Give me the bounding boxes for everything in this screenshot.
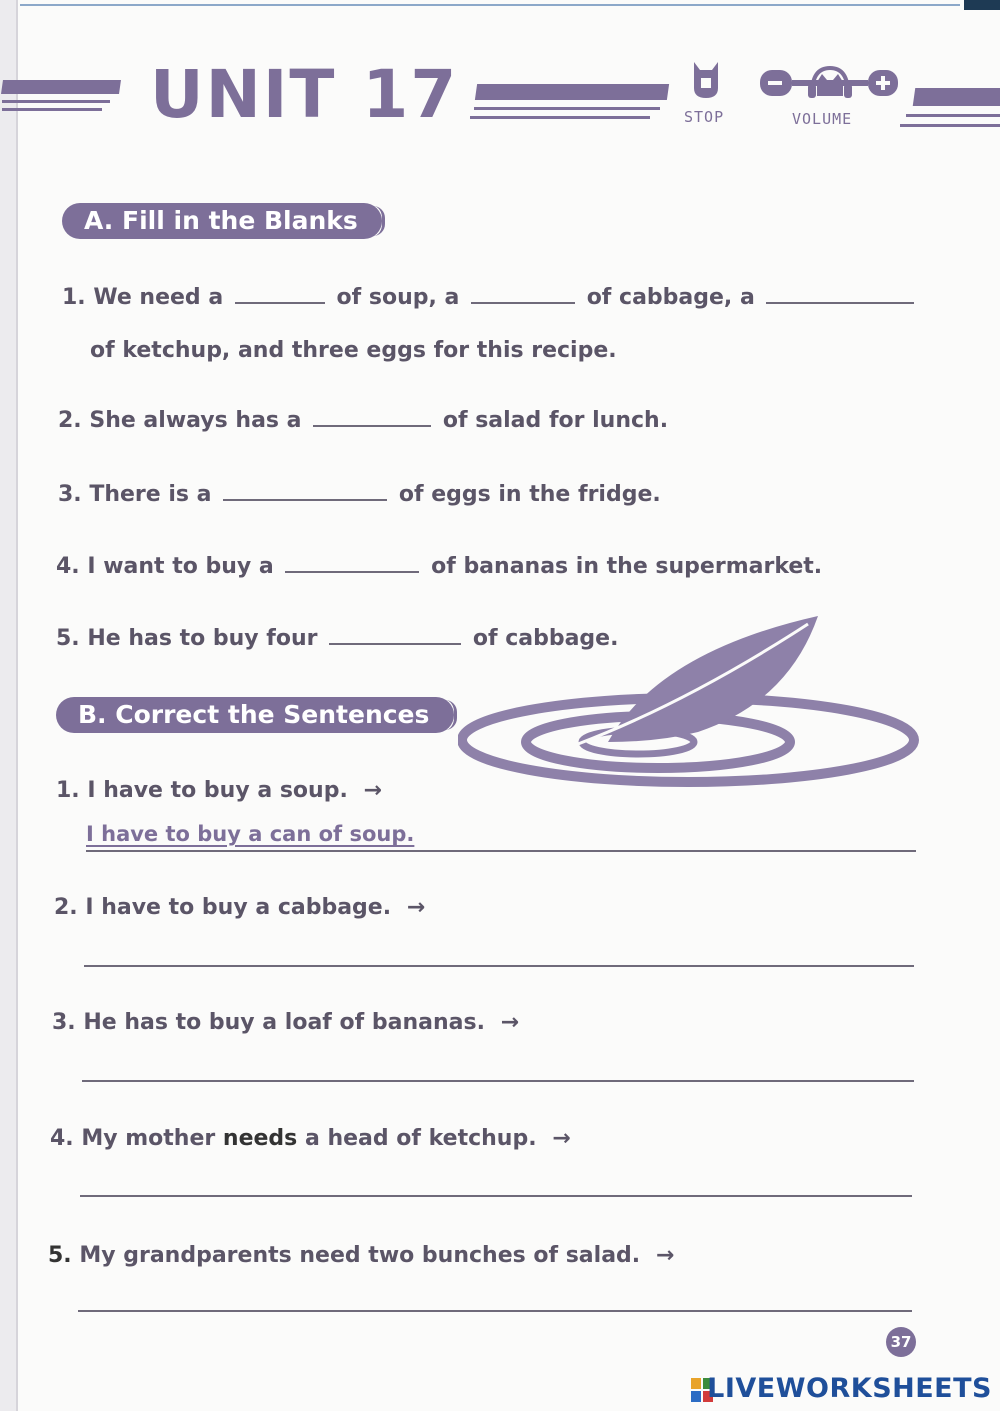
volume-control[interactable] (760, 60, 900, 108)
header-mid-line (474, 107, 660, 110)
answer-line[interactable] (80, 1195, 912, 1197)
correct-item-5: 5. My grandparents need two bunches of salad. → (48, 1243, 675, 1268)
answer-line[interactable] (84, 965, 914, 967)
section-a-title: A. Fill in the Blanks (62, 203, 382, 239)
page-binding-edge (0, 0, 18, 1411)
correct-item-4: 4. My mother needs a head of ketchup. → (50, 1126, 571, 1151)
brand-name[interactable]: LIVEWORKSHEETS (707, 1373, 992, 1404)
top-border-line (20, 4, 960, 6)
fill-item-1: 1. We need a of soup, a of cabbage, a (62, 285, 918, 310)
header-left-bar (1, 80, 121, 94)
correct-item-2: 2. I have to buy a cabbage. → (54, 895, 426, 920)
corner-mark (964, 0, 1000, 10)
fill-item-1-cont: of ketchup, and three eggs for this recipe. (90, 338, 617, 363)
answer-line[interactable] (78, 1310, 912, 1312)
volume-label: VOLUME (792, 110, 853, 128)
section-b-title: B. Correct the Sentences (56, 697, 454, 733)
fill-item-5: 5. He has to buy four of cabbage. (56, 626, 619, 651)
answer-line[interactable] (82, 1080, 914, 1082)
header-right-line (906, 114, 1000, 117)
blank-input[interactable] (235, 288, 325, 304)
blank-input[interactable] (313, 411, 431, 427)
blank-input[interactable] (329, 629, 461, 645)
fill-item-4: 4. I want to buy a of bananas in the supermarket. (56, 554, 823, 579)
feather-ripple-illustration (458, 612, 924, 792)
header-left-line (2, 100, 110, 103)
unit-title: UNIT 17 (150, 56, 459, 133)
example-answer: I have to buy a can of soup. (86, 822, 415, 846)
stop-label: STOP (684, 108, 725, 126)
header-right-line (900, 124, 1000, 127)
header-right-bar (913, 88, 1000, 106)
blank-input[interactable] (223, 485, 387, 501)
fill-item-2: 2. She always has a of salad for lunch. (58, 408, 669, 433)
header-mid-bar (475, 84, 669, 100)
correct-item-1: 1. I have to buy a soup. → (56, 778, 382, 803)
answer-line[interactable] (86, 850, 916, 852)
blank-input[interactable] (471, 288, 575, 304)
page-number: 37 (886, 1327, 916, 1357)
header-mid-line (470, 116, 650, 119)
stop-icon[interactable] (686, 58, 726, 102)
fill-item-3: 3. There is a of eggs in the fridge. (58, 482, 661, 507)
header-left-line (2, 108, 102, 111)
correct-item-3: 3. He has to buy a loaf of bananas. → (52, 1010, 520, 1035)
blank-input[interactable] (285, 557, 419, 573)
blank-input[interactable] (766, 288, 914, 304)
